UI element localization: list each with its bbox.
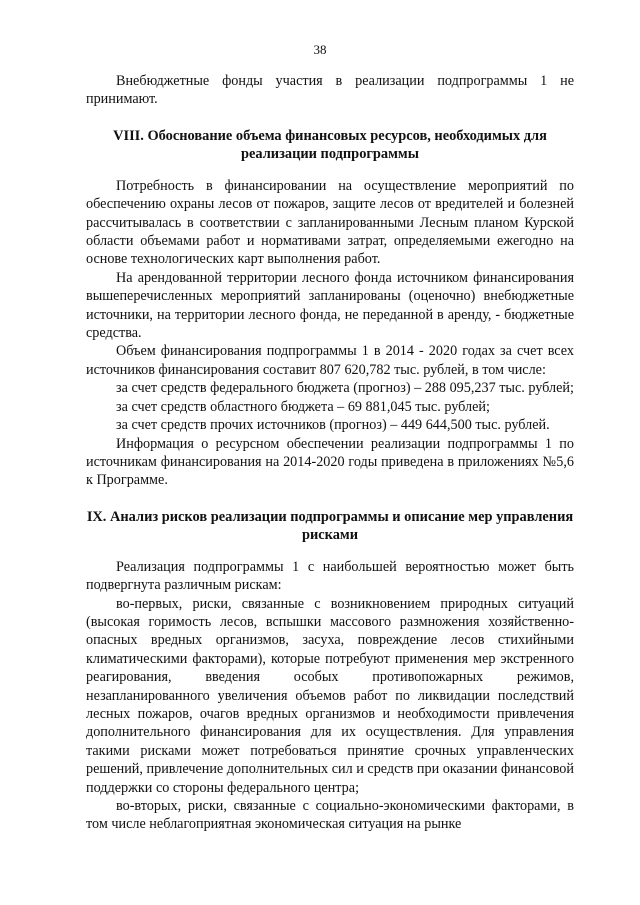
page-number: 38 (313, 42, 327, 57)
section-9-paragraph-2: во-первых, риски, связанные с возникновением природных ситуаций (высокая горимость лесов, вспышки массового размножения хозяйственно-опасных вредных организмов, засуха, повреждение лесов стихийными климатическими факторами), которые потребуют применения мер экстренного реагирования, введения особых противопожарных режимов, незапланированного увеличения объемов работ по ликвидации последствий лесных пожаров, очагов вредных организмов и необходимости привлечения дополнительного финансирования для их осуществления. Для управления такими рисками может потребоваться принятие срочных управленческих решений, привлечение дополнительных сил и средств при оказании финансовой поддержки со стороны федерального центра; (86, 595, 574, 796)
section-9-paragraph-1: Реализация подпрограммы 1 с наибольшей вероятностью может быть подвергнута различным рискам: (86, 558, 574, 594)
section-8-paragraph-1: Потребность в финансировании на осуществление мероприятий по обеспечению охраны лесов от пожаров, защите лесов от вредителей и болезней рассчитывалась в соответствии с запланированными Лесным планом Курской области объемами работ и нормативами затрат, определяемыми ежегодно на основе технологических карт выполнения работ. (86, 177, 574, 268)
section-8-federal-budget: за счет средств федерального бюджета (прогноз) – 288 095,237 тыс. рублей; (116, 380, 574, 397)
section-8-paragraph-2: На арендованной территории лесного фонда источником финансирования вышеперечисленных мероприятий запланированы (оценочно) внебюджетные источники, на территории лесного фонда, не переданной в аренду, - бюджетные средства. (86, 269, 574, 342)
section-8-regional-budget: за счет средств областного бюджета – 69 881,045 тыс. рублей; (116, 398, 490, 415)
section-8-heading: VIII. Обоснование объема финансовых ресурсов, необходимых для реализации подпрограммы (113, 127, 547, 162)
intro-paragraph: Внебюджетные фонды участия в реализации подпрограммы 1 не принимают. (86, 73, 574, 108)
section-8-other-sources: за счет средств прочих источников (прогноз) – 449 644,500 тыс. рублей. (116, 417, 550, 434)
section-8-paragraph-3: Объем финансирования подпрограммы 1 в 2014 - 2020 годах за счет всех источников финансирования составит 807 620,782 тыс. рублей, в том числе: (86, 343, 574, 378)
section-9-heading: IX. Анализ рисков реализации подпрограммы и описание мер управления рисками (86, 508, 574, 543)
section-9-paragraph-3: во-вторых, риски, связанные с социально-экономическими факторами, в том числе неблагоприятная экономическая ситуация на рынке (86, 798, 574, 833)
section-8-paragraph-7: Информация о ресурсном обеспечении реализации подпрограммы 1 по источникам финансирования на 2014-2020 годы приведена в приложениях №5,6 к Программе. (86, 435, 574, 489)
document-body (86, 72, 574, 834)
